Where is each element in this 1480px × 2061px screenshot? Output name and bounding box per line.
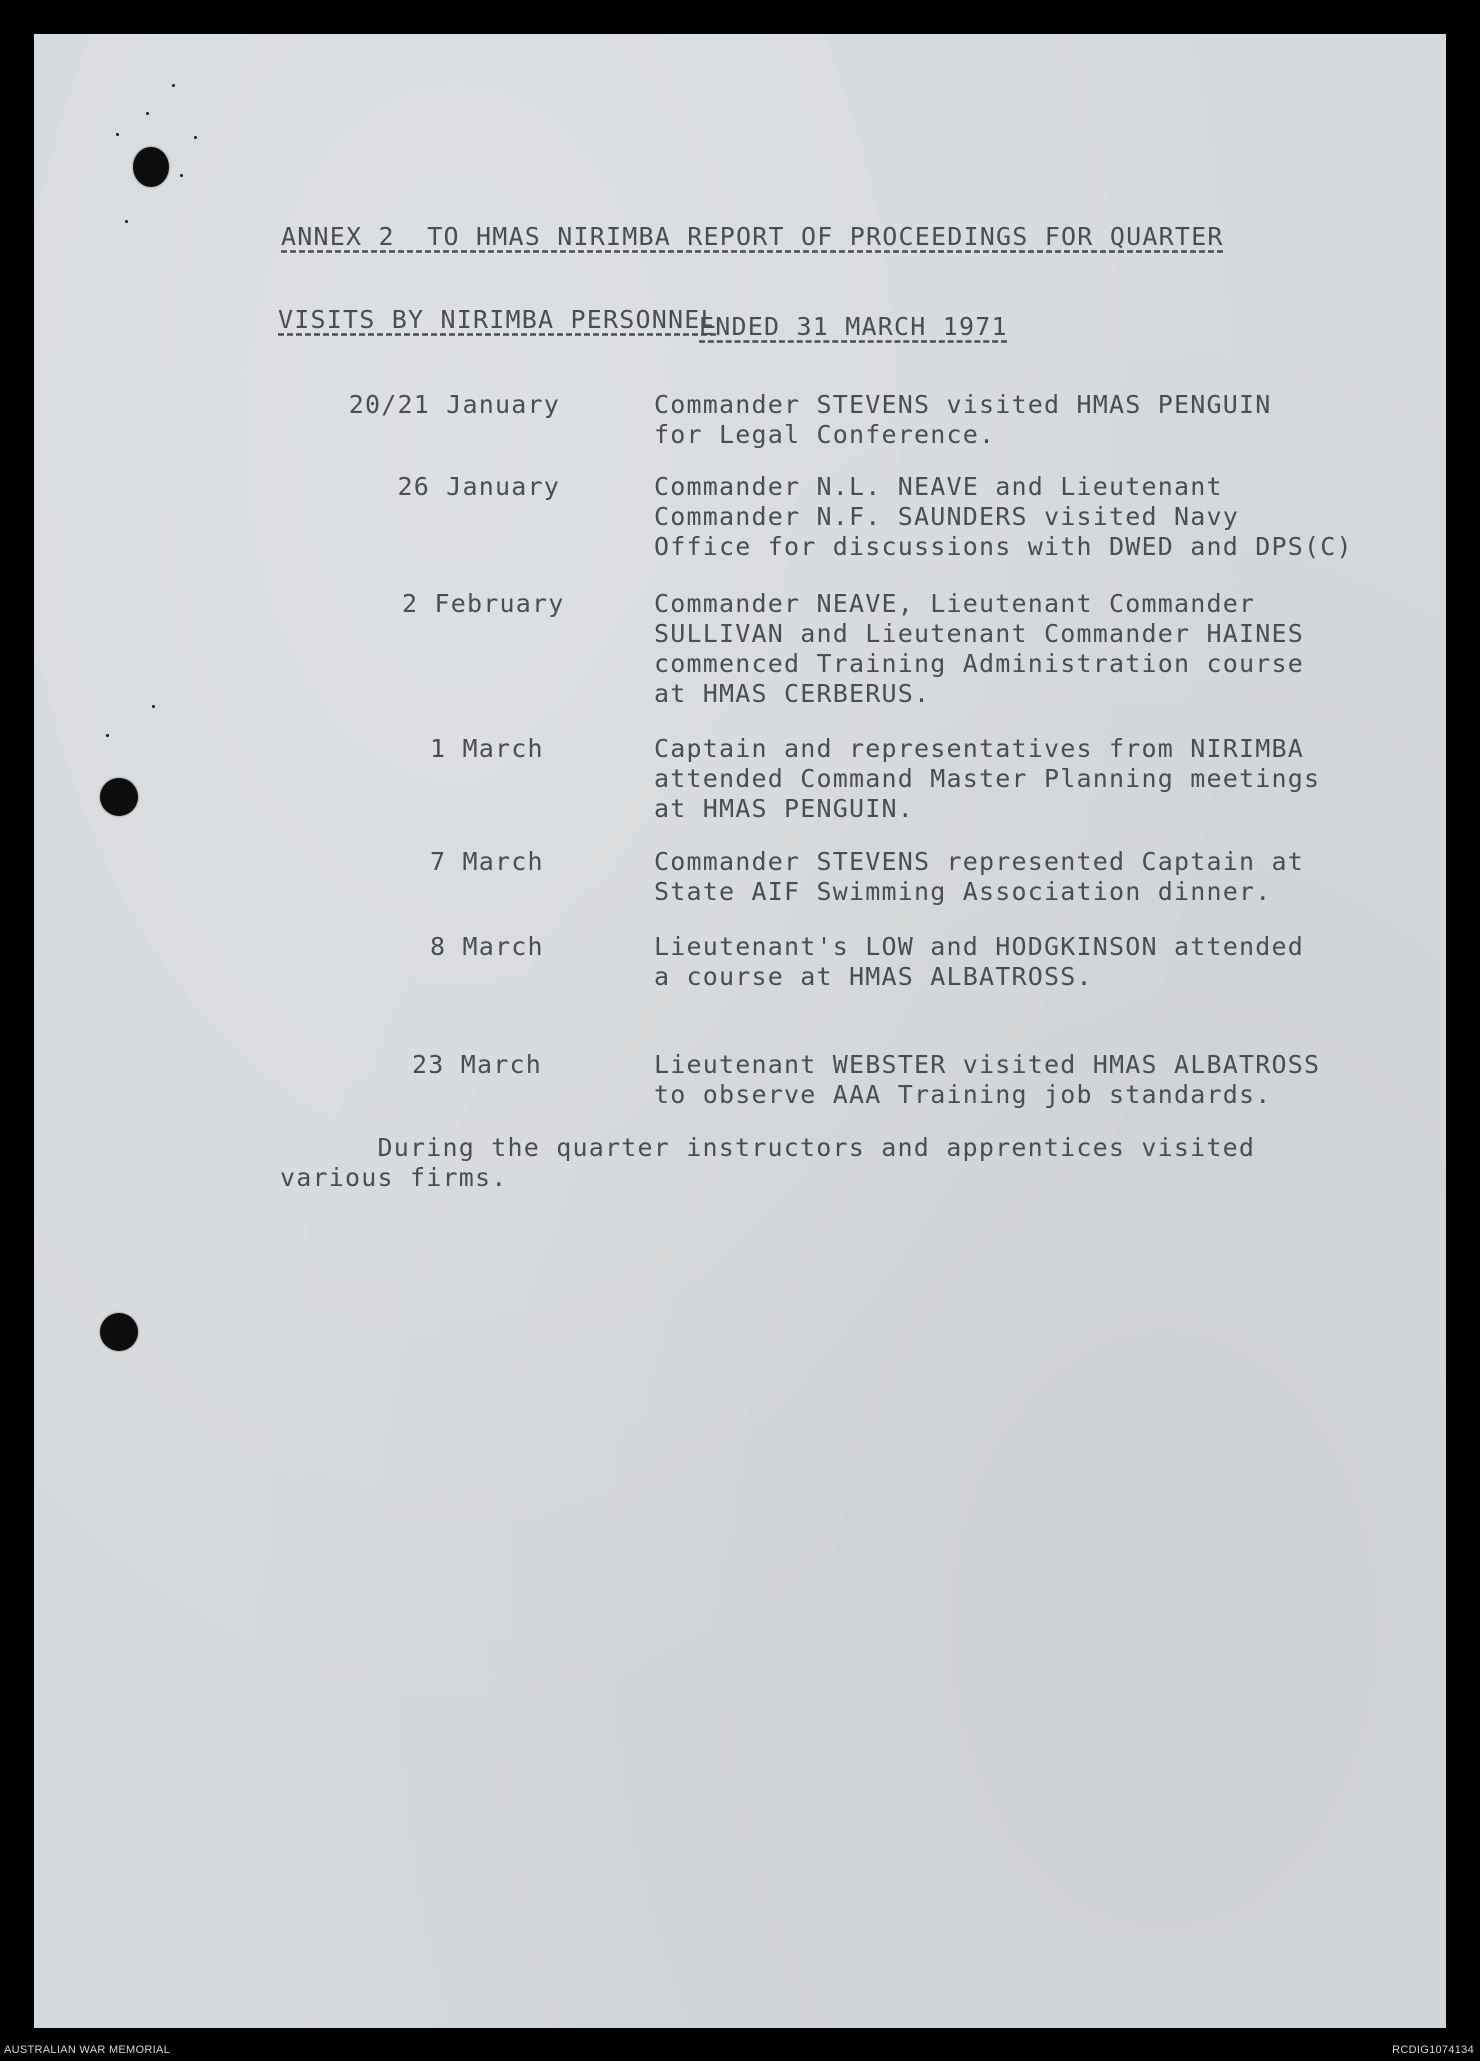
paper-speck — [125, 220, 128, 223]
paper-speck — [194, 136, 197, 139]
document-heading — [281, 162, 1311, 402]
heading-line-2: ENDED 31 MARCH 1971 — [699, 312, 1008, 341]
entry-date: 7 March — [430, 847, 544, 876]
entry-description: Lieutenant WEBSTER visited HMAS ALBATROSS to observe AAA Training job standards. — [654, 1050, 1321, 1109]
closing-paragraph: During the quarter instructors and apprentices visited various firms. — [280, 1133, 1256, 1192]
entry-date: 26 January — [397, 472, 560, 501]
footer-record-id: RCDIG1074134 — [1392, 2044, 1474, 2056]
entry-date: 20/21 January — [348, 390, 560, 419]
entry-description: Captain and representatives from NIRIMBA attended Command Master Planning meetings at HMAS PENGUIN. — [654, 734, 1321, 823]
entry-description: Commander NEAVE, Lieutenant Commander SULLIVAN and Lieutenant Commander HAINES commenced Training Administration course at HMAS CERBERUS. — [654, 589, 1305, 708]
entry-description: Commander N.L. NEAVE and Lieutenant Commander N.F. SAUNDERS visited Navy Office for discussions with DWED and DPS(C) — [654, 472, 1353, 561]
paper-speck — [116, 133, 119, 136]
section-title: VISITS BY NIRIMBA PERSONNEL — [278, 305, 717, 334]
paper-speck — [152, 705, 155, 708]
paper-speck — [146, 112, 149, 115]
paper-speck — [180, 174, 183, 177]
heading-line-1: ANNEX 2 TO HMAS NIRIMBA REPORT OF PROCEEDINGS FOR QUARTER — [281, 222, 1224, 251]
paper-speck — [106, 734, 109, 737]
footer-archive-name: AUSTRALIAN WAR MEMORIAL — [4, 2044, 171, 2056]
document-page — [34, 34, 1446, 2028]
entry-description: Commander STEVENS represented Captain at State AIF Swimming Association dinner. — [654, 847, 1305, 906]
entry-description: Lieutenant's LOW and HODGKINSON attended a course at HMAS ALBATROSS. — [654, 932, 1305, 991]
entry-date: 23 March — [412, 1050, 543, 1079]
entry-date: 1 March — [430, 734, 544, 763]
entry-description: Commander STEVENS visited HMAS PENGUIN for Legal Conference. — [654, 390, 1272, 449]
punch-hole-middle — [100, 778, 138, 816]
punch-hole-bottom — [100, 1313, 138, 1351]
punch-hole-top — [133, 147, 169, 187]
paper-speck — [172, 84, 175, 87]
entry-date: 8 March — [430, 932, 544, 961]
entry-date: 2 February — [402, 589, 565, 618]
